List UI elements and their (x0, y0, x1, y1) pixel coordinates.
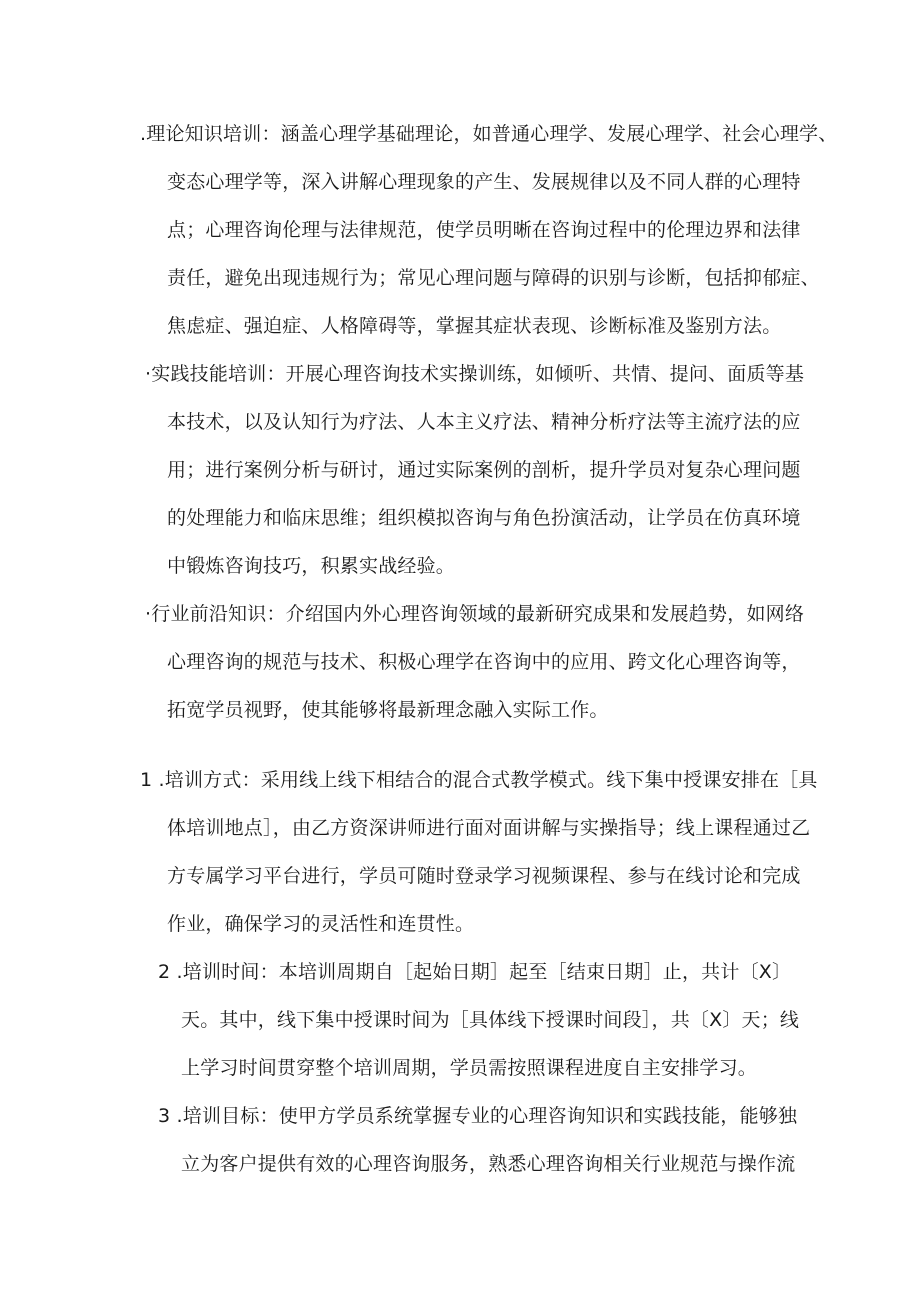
text-line: 方专属学习平台进行，学员可随时登录学习视频课程、参与在线讨论和完成 (167, 865, 801, 887)
text-line: 用；进行案例分析与研讨，通过实际案例的剖析，提升学员对复杂心理问题 (167, 459, 801, 481)
text-line: 拓宽学员视野，使其能够将最新理念融入实际工作。 (167, 699, 609, 721)
text-line: 心理咨询的规范与技术、积极心理学在咨询中的应用、跨文化心理咨询等， (167, 651, 801, 673)
text-line: ·实践技能培训：开展心理咨询技术实操训练，如倾听、共情、提问、面质等基 (145, 363, 805, 385)
text-line: 的处理能力和临床思维；组织模拟咨询与角色扮演活动，让学员在仿真环境 (167, 507, 801, 529)
text-line: 2 .培训时间：本培训周期自［起始日期］起至［结束日期］止，共计〔X〕 (158, 961, 792, 983)
text-line: 立为客户提供有效的心理咨询服务，熟悉心理咨询相关行业规范与操作流 (181, 1153, 796, 1175)
text-line: 责任，避免出现违规行为；常见心理问题与障碍的识别与诊断，包括抑郁症、 (167, 267, 820, 289)
text-line: 3 .培训目标：使甲方学员系统掌握专业的心理咨询知识和实践技能，能够独 (158, 1105, 798, 1127)
text-line: 本技术，以及认知行为疗法、人本主义疗法、精神分析疗法等主流疗法的应 (167, 411, 801, 433)
text-line: 变态心理学等，深入讲解心理现象的产生、发展规律以及不同人群的心理特 (167, 171, 801, 193)
text-line: 上学习时间贯穿整个培训周期，学员需按照课程进度自主安排学习。 (181, 1057, 758, 1079)
text-line: 体培训地点］，由乙方资深讲师进行面对面讲解与实操指导；线上课程通过乙 (167, 817, 811, 839)
text-line: 点；心理咨询伦理与法律规范，使学员明晰在咨询过程中的伦理边界和法律 (167, 219, 801, 241)
text-line: ·行业前沿知识：介绍国内外心理咨询领域的最新研究成果和发展趋势，如网络 (145, 603, 805, 625)
text-line: 焦虑症、强迫症、人格障碍等，掌握其症状表现、诊断标准及鉴别方法。 (167, 315, 782, 337)
text-line: 中锻炼咨询技巧，积累实战经验。 (167, 555, 456, 577)
text-line: 作业，确保学习的灵活性和连贯性。 (167, 913, 475, 935)
text-line: .理论知识培训：涵盖心理学基础理论，如普通心理学、发展心理学、社会心理学、 (140, 123, 838, 145)
text-line: 1 .培训方式：采用线上线下相结合的混合式教学模式。线下集中授课安排在［具 (140, 769, 818, 791)
text-line: 天。其中，线下集中授课时间为［具体线下授课时间段］，共〔X〕天；线 (181, 1009, 800, 1031)
